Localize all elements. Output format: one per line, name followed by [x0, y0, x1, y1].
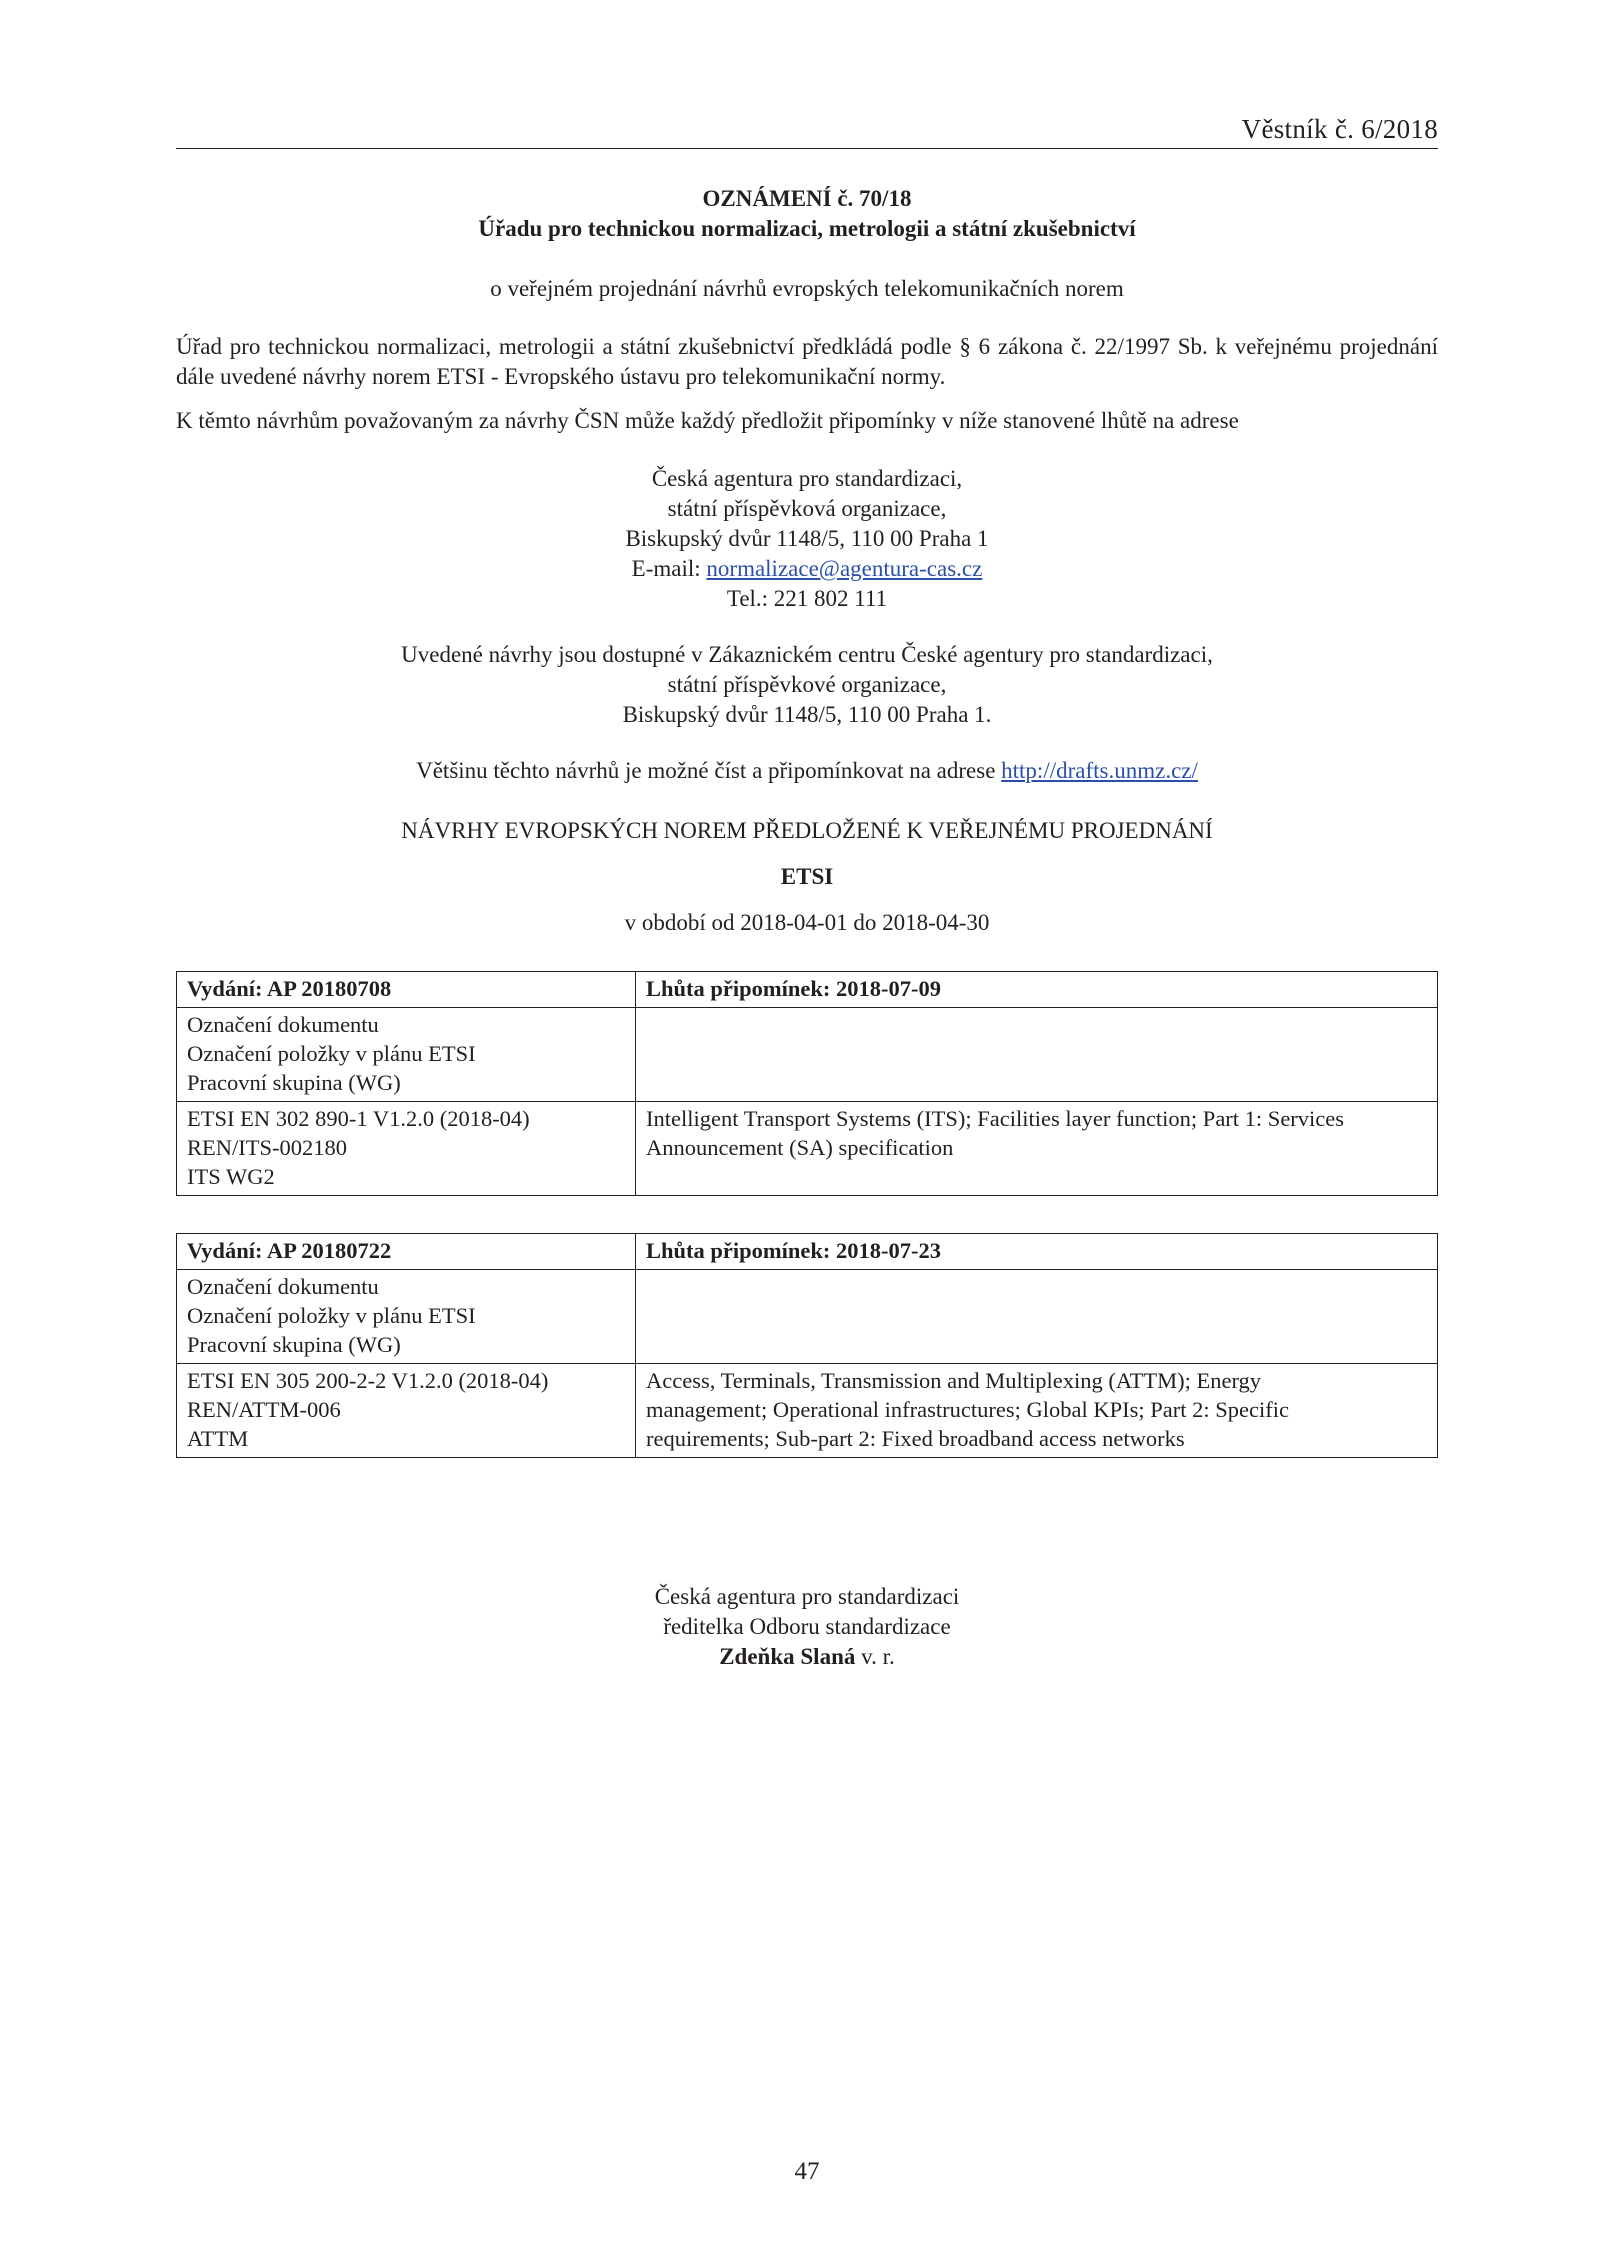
draft-table-2: [176, 1233, 1438, 1458]
draft-title-cell: [636, 1364, 1438, 1458]
document-id: ETSI EN 302 890-1 V1.2.0 (2018-04): [187, 1106, 530, 1131]
label-working-group: Pracovní skupina (WG): [187, 1332, 401, 1357]
signature-name: Zdeňka Slaná: [719, 1644, 856, 1669]
availability-line-3: Biskupský dvůr 1148/5, 110 00 Praha 1.: [622, 702, 992, 727]
address-line-3: Biskupský dvůr 1148/5, 110 00 Praha 1: [625, 526, 989, 551]
section-period: v období od 2018-04-01 do 2018-04-30: [624, 910, 990, 935]
draft-table-1: [176, 971, 1438, 1196]
address-line-1: Česká agentura pro standardizaci,: [651, 466, 963, 491]
labels-cell: [177, 1270, 636, 1364]
deadline-cell: Lhůta připomínek: 2018-07-09: [636, 972, 1438, 1008]
empty-cell: [636, 1008, 1438, 1102]
email-label: E-mail:: [631, 556, 707, 581]
issue-cell: Vydání: AP 20180708: [177, 972, 636, 1008]
table-label-row: [177, 1008, 1438, 1102]
signature-org: Česká agentura pro standardizaci: [654, 1584, 960, 1609]
journal-issue: Věstník č. 6/2018: [1241, 114, 1438, 144]
drafts-link[interactable]: http://drafts.unmz.cz/: [1001, 758, 1198, 783]
page-number: 47: [794, 2158, 820, 2185]
plan-item-id: REN/ATTM-006: [187, 1397, 341, 1422]
drafts-text: Většinu těchto návrhů je možné číst a připomínkovat na adrese: [416, 758, 1002, 783]
notice-subject: o veřejném projednání návrhů evropských telekomunikačních norem: [490, 276, 1124, 301]
table-label-row: [177, 1270, 1438, 1364]
label-document: Označení dokumentu: [187, 1274, 379, 1299]
address-block: [176, 464, 1438, 614]
section-org: ETSI: [780, 864, 834, 889]
notice-issuer: Úřadu pro technickou normalizaci, metrologii a státní zkušebnictví: [478, 216, 1136, 241]
plan-item-id: REN/ITS-002180: [187, 1135, 347, 1160]
table-row: [177, 1102, 1438, 1196]
notice-title: OZNÁMENÍ č. 70/18: [702, 186, 912, 211]
running-header: [176, 112, 1438, 149]
intro-paragraph: Úřad pro technickou normalizaci, metrologii a státní zkušebnictví předkládá podle § 6 zákona č. 22/1997 Sb. k veřejnému projednání dále uvedené návrhy norem ETSI - Evropského ústavu pro telekomunikační normy.: [176, 334, 1438, 389]
signature-line: [176, 1642, 1438, 1672]
deadline-cell: Lhůta připomínek: 2018-07-23: [636, 1234, 1438, 1270]
signature-role: ředitelka Odboru standardizace: [663, 1614, 951, 1639]
draft-title-cell: [636, 1102, 1438, 1196]
table-header-row: [177, 1234, 1438, 1270]
drafts-line: [176, 756, 1438, 786]
comments-paragraph: K těmto návrhům považovaným za návrhy ČSN může každý předložit připomínky v níže stanovené lhůtě na adrese: [176, 408, 1239, 433]
identifiers-cell: [177, 1364, 636, 1458]
email-line: [176, 554, 1438, 584]
draft-title-line-1: Intelligent Transport Systems (ITS); Facilities layer function; Part 1: Services: [646, 1106, 1345, 1131]
phone-line: Tel.: 221 802 111: [726, 586, 888, 611]
label-working-group: Pracovní skupina (WG): [187, 1070, 401, 1095]
labels-cell: [177, 1008, 636, 1102]
availability-line-1: Uvedené návrhy jsou dostupné v Zákaznickém centru České agentury pro standardizaci,: [401, 642, 1213, 667]
email-link[interactable]: normalizace@agentura-cas.cz: [706, 556, 983, 581]
empty-cell: [636, 1270, 1438, 1364]
document-id: ETSI EN 305 200-2-2 V1.2.0 (2018-04): [187, 1368, 549, 1393]
table-header-row: [177, 972, 1438, 1008]
draft-title-line-2: management; Operational infrastructures; Global KPIs; Part 2: Specific: [646, 1397, 1289, 1422]
availability-block: [176, 640, 1438, 730]
identifiers-cell: [177, 1102, 636, 1196]
table-row: [177, 1364, 1438, 1458]
availability-line-2: státní příspěvkové organizace,: [667, 672, 947, 697]
signature-suffix: v. r.: [855, 1644, 895, 1669]
draft-title-line-2: Announcement (SA) specification: [646, 1135, 954, 1160]
working-group: ATTM: [187, 1426, 249, 1451]
working-group: ITS WG2: [187, 1164, 275, 1189]
address-line-2: státní příspěvková organizace,: [667, 496, 947, 521]
signature-block: [176, 1582, 1438, 1672]
label-plan-item: Označení položky v plánu ETSI: [187, 1041, 476, 1066]
label-plan-item: Označení položky v plánu ETSI: [187, 1303, 476, 1328]
section-heading: NÁVRHY EVROPSKÝCH NOREM PŘEDLOŽENÉ K VEŘEJNÉMU PROJEDNÁNÍ: [401, 818, 1213, 843]
issue-cell: Vydání: AP 20180722: [177, 1234, 636, 1270]
draft-title-line-1: Access, Terminals, Transmission and Multiplexing (ATTM); Energy: [646, 1368, 1262, 1393]
label-document: Označení dokumentu: [187, 1012, 379, 1037]
draft-title-line-3: requirements; Sub-part 2: Fixed broadband access networks: [646, 1426, 1185, 1451]
